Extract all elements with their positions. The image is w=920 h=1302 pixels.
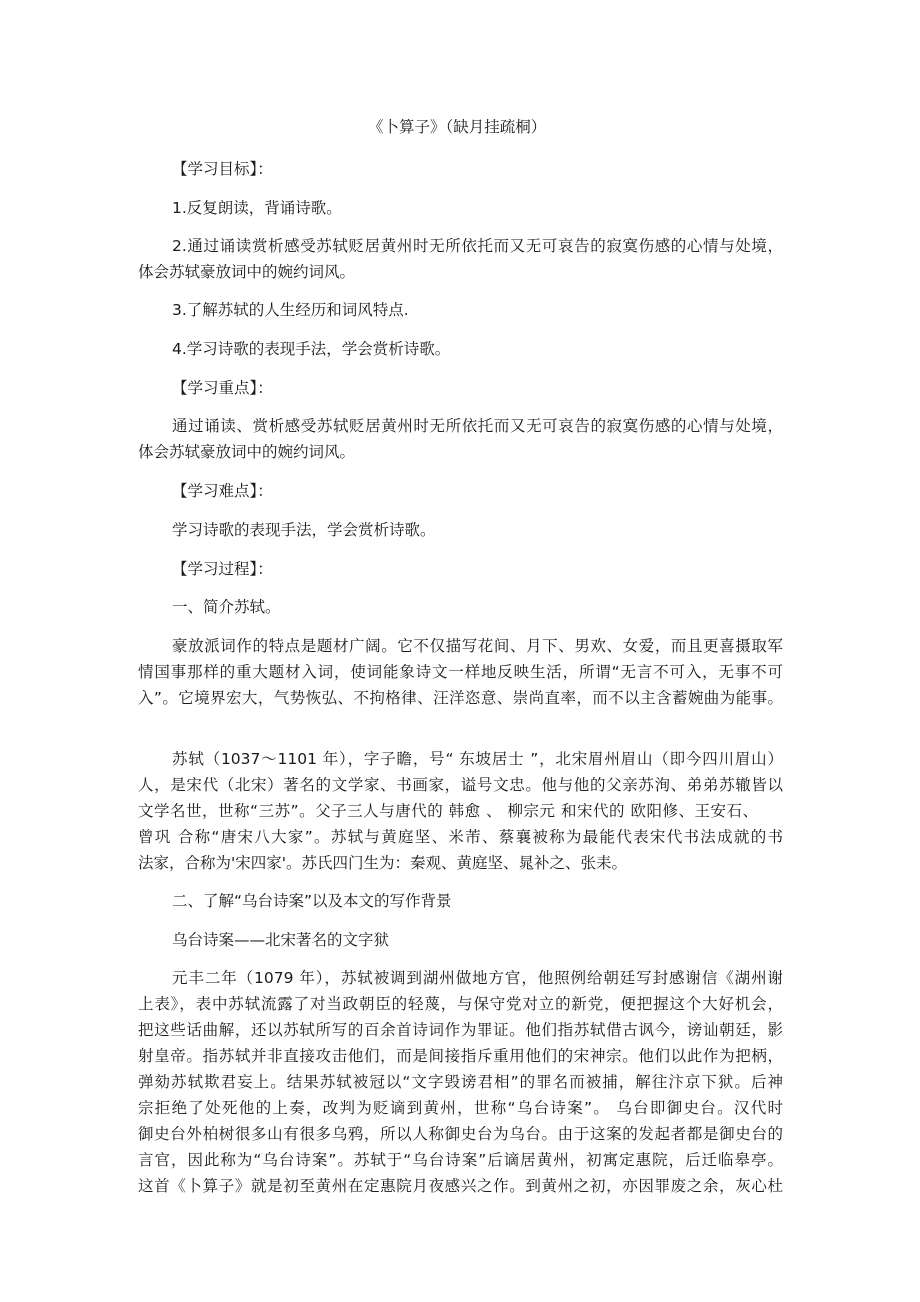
- haofang-paragraph-line: 豪放派词作的特点是题材广阔。它不仅描写花间、月下、男欢、女爱，而且更喜摄取军: [172, 637, 783, 655]
- wutai-paragraph-line: 御史台外柏树很多山有很多乌鸦，所以人称御史台为乌台。由于这案的发起者都是御史台的: [138, 1125, 783, 1143]
- key-points-heading: 【学习重点】：: [172, 379, 273, 397]
- haofang-paragraph-line: 入”。它境界宏大，气势恢弘、不拘格律、汪洋恣意、崇尚直率，而不以主含蓄婉曲为能事。: [138, 689, 783, 707]
- objective-line: 体会苏轼豪放词中的婉约词风。: [138, 263, 356, 281]
- objective-line: 1.反复朗读，背诵诗歌。: [172, 199, 342, 217]
- document-title: 《卜算子》（缺月挂疏桐）: [368, 118, 547, 136]
- sushi-paragraph-line: 苏轼（1037～1101 年），字子瞻，号“ 东坡居士 ”，北宋眉州眉山（即今四川眉山）: [172, 750, 783, 768]
- objectives-heading: 【学习目标】：: [172, 160, 273, 178]
- sushi-paragraph-line: 人，是宋代（北宋）著名的文学家、书画家，谥号文忠。他与他的父亲苏洵、弟弟苏辙皆以: [138, 776, 783, 794]
- wutai-paragraph-line: 这首《卜算子》就是初至黄州在定惠院月夜感兴之作。到黄州之初，亦因罪废之余，灰心杜: [138, 1177, 783, 1195]
- wutai-paragraph-line: 元丰二年（1079 年），苏轼被调到湖州做地方官，他照例给朝廷写封感谢信《湖州谢: [172, 969, 783, 987]
- sushi-paragraph-line: 法家，合称为'宋四家'。苏氏四门生为：秦观、黄庭坚、晁补之、张耒。: [138, 854, 628, 872]
- wutai-paragraph-line: 弹劾苏轼欺君妄上。结果苏轼被冠以“文字毁谤君相”的罪名而被捕，解往汴京下狱。后神: [138, 1073, 783, 1091]
- difficulty-heading: 【学习难点】：: [172, 482, 273, 500]
- process-heading: 【学习过程】：: [172, 560, 273, 578]
- wutai-paragraph-line: 言官，因此称为“乌台诗案”。苏轼于“乌台诗案”后谪居黄州，初寓定惠院，后迁临皋亭。: [138, 1151, 783, 1169]
- objective-line: 4.学习诗歌的表现手法，学会赏析诗歌。: [172, 340, 451, 358]
- key-points-line: 体会苏轼豪放词中的婉约词风。: [138, 443, 356, 461]
- haofang-paragraph-line: 情国事那样的重大题材入词，使词能象诗文一样地反映生活，所谓“无言不可入，无事不可: [138, 663, 783, 681]
- sushi-paragraph-line: 曾巩 合称“唐宋八大家”。苏轼与黄庭坚、米芾、蔡襄被称为最能代表宋代书法成就的书: [138, 828, 783, 846]
- key-points-line: 通过诵读、赏析感受苏轼贬居黄州时无所依托而又无可哀告的寂寞伤感的心情与处境，: [172, 417, 783, 435]
- wutai-paragraph-line: 把这些话曲解，还以苏轼所写的百余首诗词作为罪证。他们指苏轼借古讽今，谤讪朝廷，影: [138, 1021, 783, 1039]
- wutai-paragraph-line: 射皇帝。指苏轼并非直接攻击他们，而是间接指斥重用他们的宋神宗。他们以此作为把柄，: [138, 1047, 783, 1065]
- sushi-paragraph-line: 文学名世，世称“三苏”。父子三人与唐代的 韩愈 、 柳宗元 和宋代的 欧阳修、王安石、: [138, 802, 758, 820]
- objective-line: 2.通过诵读赏析感受苏轼贬居黄州时无所依托而又无可哀告的寂寞伤感的心情与处境，: [172, 237, 783, 255]
- wutai-paragraph-line: 宗拒绝了处死他的上奏，改判为贬谪到黄州，世称“乌台诗案”。 乌台即御史台。汉代时: [138, 1099, 783, 1117]
- difficulty-text: 学习诗歌的表现手法，学会赏析诗歌。: [172, 521, 436, 539]
- objective-line: 3.了解苏轼的人生经历和词风特点.: [172, 301, 409, 319]
- wutai-subheading: 乌台诗案——北宋著名的文字狱: [172, 931, 390, 949]
- section2-heading: 二、了解“乌台诗案”以及本文的写作背景: [172, 892, 452, 910]
- wutai-paragraph-line: 上表》，表中苏轼流露了对当政朝臣的轻蔑，与保守党对立的新党，便把握这个大好机会，: [138, 995, 783, 1013]
- section1-heading: 一、简介苏轼。: [172, 598, 281, 616]
